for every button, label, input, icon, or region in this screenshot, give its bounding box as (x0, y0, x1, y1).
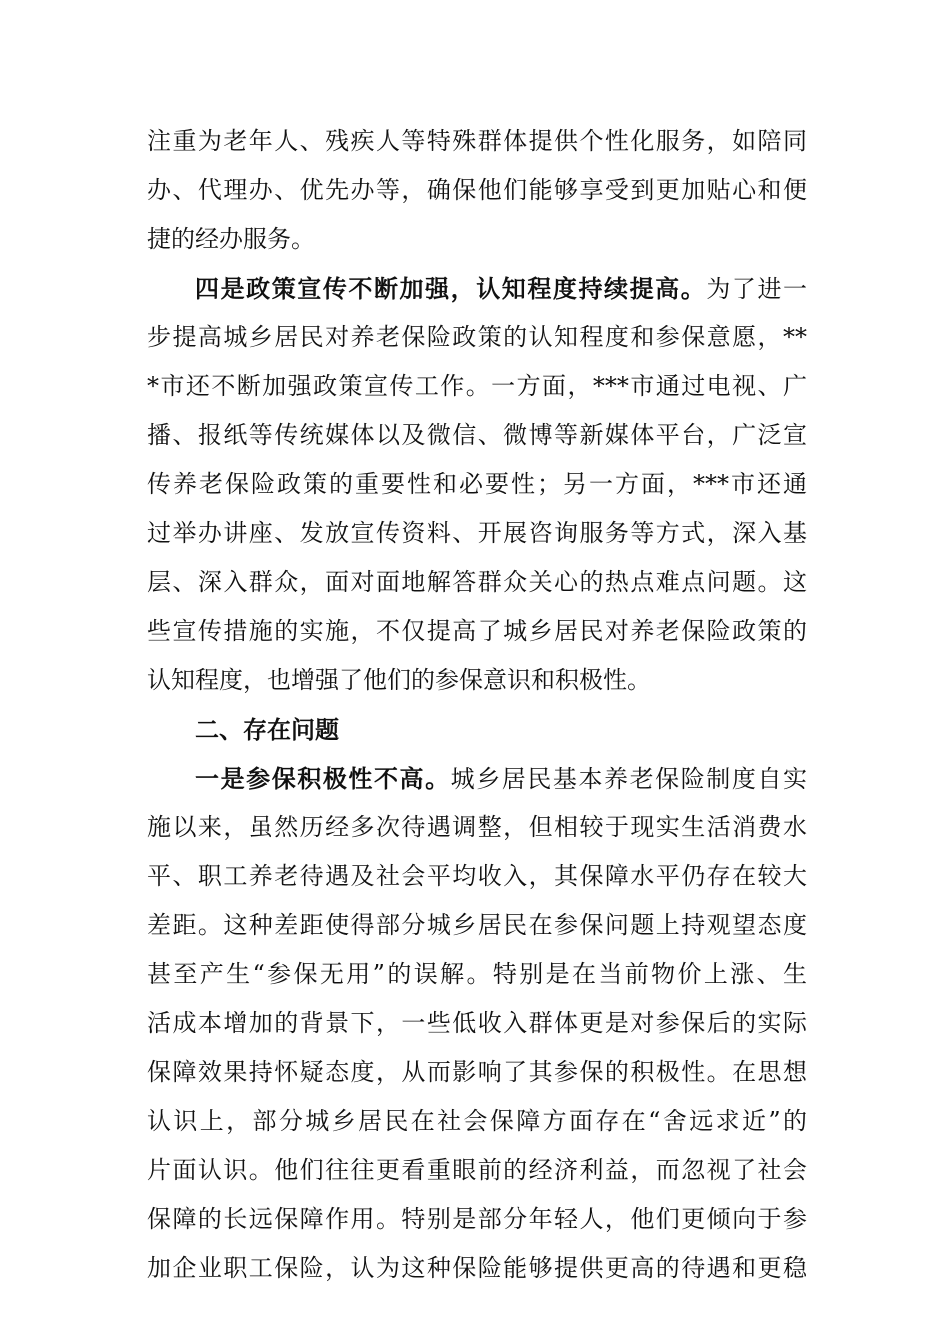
paragraph-2-line: 层、深入群众，面对面地解答群众关心的热点难点问题。这 (147, 568, 807, 596)
paragraph-3-line: 认识上，部分城乡居民在社会保障方面存在“舍远求近”的 (147, 1107, 807, 1135)
paragraph-3-first-line-rest: 城乡居民基本养老保险制度自实 (450, 765, 808, 793)
paragraph-3-line: 片面认识。他们往往更看重眼前的经济利益，而忽视了社会 (147, 1156, 807, 1184)
paragraph-3-line: 保障的长远保障作用。特别是部分年轻人，他们更倾向于参 (147, 1205, 807, 1233)
paragraph-3-line: 差距。这种差距使得部分城乡居民在参保问题上持观望态度 (147, 911, 807, 939)
paragraph-1-line: 注重为老年人、残疾人等特殊群体提供个性化服务，如陪同 (147, 127, 807, 155)
paragraph-3-line: 活成本增加的背景下，一些低收入群体更是对参保后的实际 (147, 1009, 807, 1037)
paragraph-2-line: 些宣传措施的实施，不仅提高了城乡居民对养老保险政策的 (147, 617, 807, 645)
paragraph-2-line: 播、报纸等传统媒体以及微信、微博等新媒体平台，广泛宣 (147, 421, 807, 449)
paragraph-3-first-line (147, 754, 807, 803)
paragraph-2-line: 认知程度，也增强了他们的参保意识和积极性。 (147, 666, 651, 694)
paragraph-2-line: 步提高城乡居民对养老保险政策的认知程度和参保意愿，** (147, 323, 807, 351)
paragraph-3-line: 甚至产生“参保无用”的误解。特别是在当前物价上涨、生 (147, 960, 807, 988)
section-heading: 二、存在问题 (195, 715, 339, 744)
paragraph-3-line: 保障效果持怀疑态度，从而影响了其参保的积极性。在思想 (147, 1058, 807, 1086)
paragraph-2-line: 传养老保险政策的重要性和必要性；另一方面，***市还通 (147, 470, 807, 498)
paragraph-2-line: *市还不断加强政策宣传工作。一方面，***市通过电视、广 (147, 372, 807, 400)
paragraph-3-lead: 一是参保积极性不高。 (195, 764, 451, 793)
paragraph-1-line: 捷的经办服务。 (147, 225, 315, 253)
paragraph-2-line: 过举办讲座、发放宣传资料、开展咨询服务等方式，深入基 (147, 519, 807, 547)
paragraph-1-line: 办、代理办、优先办等，确保他们能够享受到更加贴心和便 (147, 176, 807, 204)
paragraph-2-first-line-rest: 为了进一 (706, 275, 808, 303)
paragraph-2-lead: 四是政策宣传不断加强，认知程度持续提高。 (195, 274, 707, 303)
document-body (147, 117, 807, 1293)
paragraph-2-first-line (147, 264, 807, 313)
paragraph-3-line: 平、职工养老待遇及社会平均收入，其保障水平仍存在较大 (147, 862, 807, 890)
paragraph-3-line: 施以来，虽然历经多次待遇调整，但相较于现实生活消费水 (147, 813, 807, 841)
paragraph-3-line: 加企业职工保险，认为这种保险能够提供更高的待遇和更稳 (147, 1254, 807, 1282)
